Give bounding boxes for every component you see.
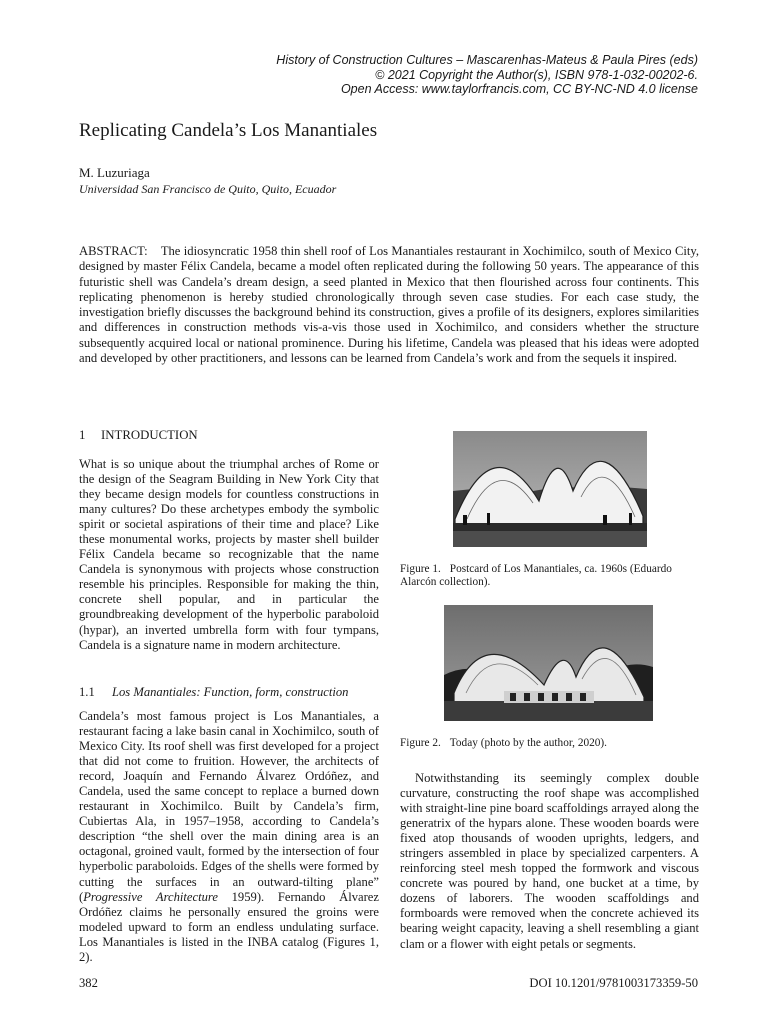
subsection-paragraph-2: Notwithstanding its seemingly complex double curvature, constructing the roof shape was accomplished with straight-line pine board scaffoldings arrayed along the generatrix of the hypars alone. These wooden boards were fixed atop thousands of wooden uprights, ledgers, and stringers assembled in place by specialized carpenters. A reinforcing steel mesh topped the formwork and viscous concrete was poured by hand, one bucket at a time, by dozens of laborers. The wooden scaffoldings and formboards were removed when the concrete achieved its bearing weight capacity, leaving a shell resembling a giant clam or a flower with eight petals or segments.	[400, 771, 699, 951]
header-license: Open Access: www.taylorfrancis.com, CC BY-NC-ND 4.0 license	[340, 82, 698, 96]
figure-2-image	[444, 605, 653, 721]
figure-1-label: Figure 1.	[400, 563, 441, 575]
subsection-body-left	[79, 709, 379, 965]
subsection-number: 1.1	[79, 685, 95, 699]
introduction-paragraph: What is so unique about the triumphal arches of Rome or the design of the Seagram Building in New York City that they became design models for countless constructions in many cultures? Do these archetypes embody the symbolic spirit or societal aspirations of their time and place? Like these monumental works, projects by master shell builder Félix Candela became so recognizable that the name Candela is synonymous with projects whose construction resemble his principles. Responsible for making the thin, concrete shell popular, and in particular the groundbreaking development of the hyperbolic paraboloid (hypar), an inverted umbrella form with four tympans, Candela is a signature name in modern architecture.	[79, 457, 379, 652]
section-number: 1	[79, 428, 86, 442]
author-name: M. Luzuriaga	[79, 165, 150, 180]
abstract	[79, 244, 699, 366]
header-copyright: © 2021 Copyright the Author(s), ISBN 978-1-032-00202-6.	[375, 67, 698, 82]
subsection-body-right	[400, 771, 699, 952]
figure-1-caption	[400, 563, 700, 589]
figure-1-text: Postcard of Los Manantiales, ca. 1960s (Eduardo Alarcón collection).	[400, 563, 672, 588]
section-title: INTRODUCTION	[101, 428, 198, 442]
paragraph-text-a: Candela’s most famous project is Los Manantiales, a restaurant facing a lake basin canal in Xochimilco, south of Mexico City. Its roof shell was first developed for a project that did not come to fruition. However, the architects of record, Joaquín and Fernando Álvarez Ordóñez, and Candela, used the same concept to replace a burned down restaurant in Xochimilco. Built by Candela’s firm, Cubiertas Ala, in 1957–1958, according to Candela’s description “the shell over the main dining area is an octagonal, groined vault, formed by the intersection of four hyperbolic paraboloids. Edges of the shells were formed by cutting the surfaces in an outward-tilting plane” (	[79, 709, 379, 904]
citation-source: Progressive Architecture	[83, 889, 218, 904]
header-book-title: History of Construction Cultures – Mascarenhas-Mateus & Paula Pires (eds)	[276, 53, 698, 67]
subsection-heading	[79, 685, 348, 700]
abstract-label: ABSTRACT:	[79, 244, 148, 258]
introduction-body	[79, 457, 379, 653]
paragraph-text-b: 1959). Fernando Álvarez Ordóñez claims he personally ensured the groins were modeled upward to form an endless undulating surface. Los Manantiales is listed in the INBA catalog (Figures 1, 2).	[79, 889, 379, 964]
figure-2-label: Figure 2.	[400, 737, 441, 749]
subsection-paragraph-1	[79, 709, 379, 965]
figure-2-caption	[400, 737, 700, 750]
abstract-text: The idiosyncratic 1958 thin shell roof of Los Manantiales restaurant in Xochimilco, south of Mexico City, designed by master Félix Candela, became a model often replicated during the following 50 years. The appearance of this futuristic shell was Candela’s dream design, a seed planted in Mexico that then flourished across four continents. This replicating phenomenon is hereby studied chronologically through seven case studies. For each case study, the investigation briefly discusses the background behind its construction, gives a profile of its designers, explores similarities and differences in construction methods vis-a-vis those used in Xochimilco, and considers whether the structure subsequently acquired local or national prominence. During his lifetime, Candela was pleased that his ideas were adopted and developed by other practitioners, and lessons can be learned from Candela’s work and from the sequels it inspired.	[79, 244, 699, 366]
running-header	[276, 53, 698, 97]
author-affiliation: Universidad San Francisco de Quito, Quito, Ecuador	[79, 182, 337, 196]
subsection-title: Los Manantiales: Function, form, construction	[112, 685, 349, 699]
doi: DOI 10.1201/9781003173359-50	[529, 976, 698, 990]
paper-title: Replicating Candela’s Los Manantiales	[79, 120, 378, 141]
figure-1-image	[453, 431, 647, 547]
page-number: 382	[79, 976, 98, 990]
figure-2-text: Today (photo by the author, 2020).	[449, 737, 607, 749]
section-heading-introduction	[79, 428, 198, 443]
